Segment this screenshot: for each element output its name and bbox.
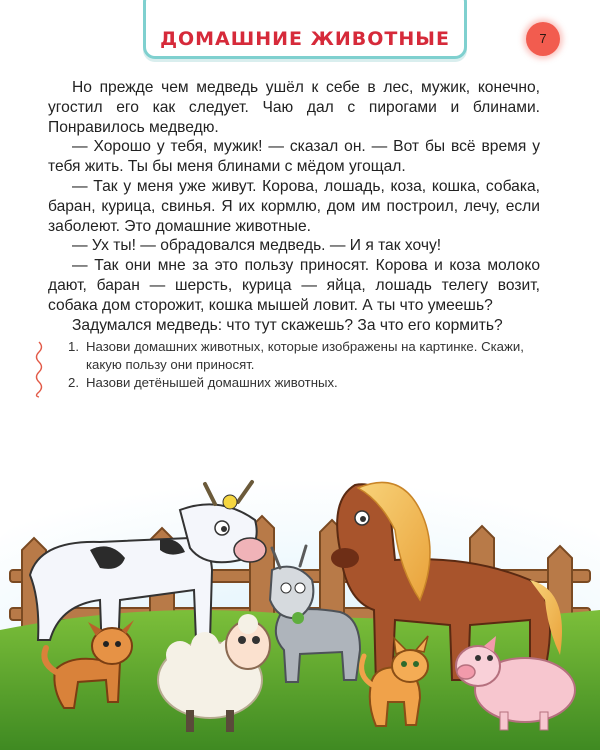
story-paragraph: Задумался медведь: что тут скажешь? За что его кормить?: [72, 316, 503, 334]
story-paragraph: Но прежде чем медведь ушёл к себе в лес, мужик, конечно, угостил его как следует. Чаю дал с пирогами и блинами. Понравилось медведю.: [48, 79, 540, 136]
farm-animals-illustration: [0, 440, 600, 750]
question-item: [68, 338, 548, 374]
questions-list: [68, 338, 548, 392]
wavy-line-icon: [32, 340, 46, 398]
question-number: 2.: [68, 375, 79, 390]
question-text: Назови домашних животных, которые изображены на картинке. Скажи, какую пользу они приносят.: [86, 339, 524, 372]
story-paragraph: — Так они мне за это пользу приносят. Корова и коза молоко дают, баран — шерсть, курица — яйца, лошадь телегу возит, собака дом сторожит, кошка мышей ловит. А ты что умеешь?: [48, 257, 540, 314]
story-text: [48, 78, 540, 335]
question-text: Назови детёнышей домашних животных.: [86, 375, 338, 390]
question-number: 1.: [68, 339, 79, 354]
story-paragraph: — Хорошо у тебя, мужик! — сказал он. — Вот бы всё время у тебя жить. Ты бы меня блинами с мёдом угощал.: [48, 138, 540, 176]
question-item: [68, 374, 548, 392]
page-number-badge: 7: [526, 22, 560, 56]
story-paragraph: — Так у меня уже живут. Корова, лошадь, коза, кошка, собака, баран, курица, свинья. Я их кормлю, дом им построил, лечу, если заболеют. Это домашние животные.: [48, 177, 540, 235]
page-title: ДОМАШНИЕ ЖИВОТНЫЕ: [160, 28, 450, 50]
story-paragraph: — Ух ты! — обрадовался медведь. — И я так хочу!: [72, 237, 442, 255]
